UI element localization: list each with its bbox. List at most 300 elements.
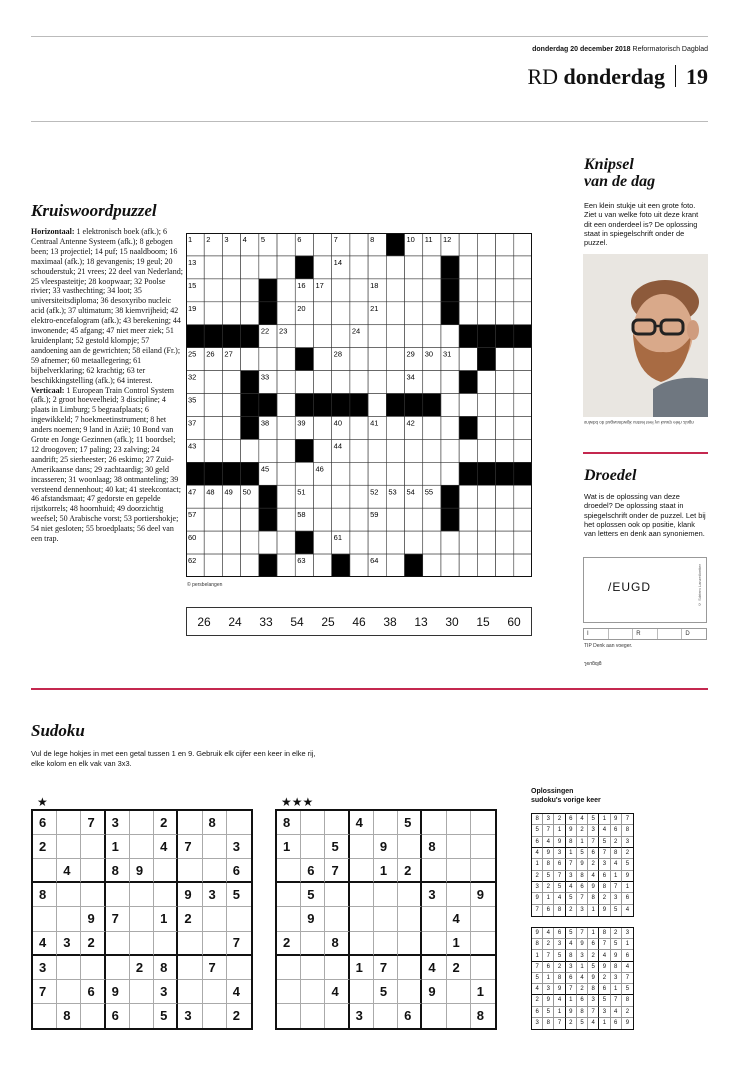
- sudoku-cell[interactable]: 4: [422, 956, 446, 980]
- crossword-cell[interactable]: [514, 416, 532, 439]
- sudoku-cell[interactable]: 4: [227, 980, 251, 1004]
- crossword-cell[interactable]: [222, 371, 240, 394]
- crossword-cell[interactable]: [332, 508, 350, 531]
- crossword-cell[interactable]: [459, 256, 477, 279]
- crossword-cell[interactable]: [204, 279, 222, 302]
- sudoku-cell[interactable]: 6: [398, 1004, 422, 1028]
- answer-box[interactable]: [609, 629, 634, 639]
- sudoku-cell[interactable]: 1: [350, 956, 374, 980]
- sudoku-cell[interactable]: [398, 980, 422, 1004]
- crossword-cell[interactable]: [423, 462, 441, 485]
- crossword-cell[interactable]: [405, 531, 423, 554]
- sudoku-cell[interactable]: [447, 883, 471, 907]
- sudoku-cell[interactable]: 8: [203, 811, 227, 835]
- crossword-cell[interactable]: [368, 439, 386, 462]
- crossword-cell[interactable]: [423, 325, 441, 348]
- crossword-cell[interactable]: [222, 531, 240, 554]
- sudoku-cell[interactable]: [350, 907, 374, 931]
- crossword-cell[interactable]: [332, 279, 350, 302]
- crossword-cell[interactable]: [277, 233, 295, 256]
- sudoku-hard-grid[interactable]: [275, 809, 497, 1030]
- sudoku-cell[interactable]: 8: [476, 1008, 484, 1024]
- sudoku-cell[interactable]: 6: [106, 1004, 130, 1028]
- crossword-cell[interactable]: [350, 348, 368, 371]
- sudoku-cell[interactable]: 8: [154, 956, 178, 980]
- crossword-cell[interactable]: [441, 416, 459, 439]
- crossword-cell[interactable]: [222, 508, 240, 531]
- answer-box[interactable]: [658, 629, 683, 639]
- sudoku-cell[interactable]: [227, 811, 251, 835]
- crossword-cell[interactable]: [204, 256, 222, 279]
- sudoku-cell[interactable]: 1: [447, 932, 471, 956]
- crossword-cell[interactable]: [405, 508, 423, 531]
- crossword-cell[interactable]: [477, 371, 495, 394]
- answer-box[interactable]: R: [633, 629, 658, 639]
- sudoku-cell[interactable]: [471, 859, 495, 883]
- sudoku-cell[interactable]: 7: [106, 907, 130, 931]
- sudoku-cell[interactable]: [325, 811, 349, 835]
- crossword-cell[interactable]: [350, 416, 368, 439]
- crossword-cell[interactable]: [459, 394, 477, 417]
- crossword-cell[interactable]: [241, 279, 259, 302]
- sudoku-cell[interactable]: [130, 835, 154, 859]
- crossword-cell[interactable]: [441, 531, 459, 554]
- crossword-cell[interactable]: [514, 233, 532, 256]
- sudoku-cell[interactable]: 4: [57, 859, 81, 883]
- sudoku-cell[interactable]: 9: [106, 980, 130, 1004]
- crossword-cell[interactable]: [259, 348, 277, 371]
- crossword-cell[interactable]: [222, 554, 240, 577]
- sudoku-cell[interactable]: [277, 883, 301, 907]
- crossword-cell[interactable]: [386, 302, 404, 325]
- crossword-cell[interactable]: [204, 302, 222, 325]
- crossword-cell[interactable]: [277, 508, 295, 531]
- crossword-cell[interactable]: [277, 531, 295, 554]
- crossword-cell[interactable]: [313, 371, 331, 394]
- sudoku-cell[interactable]: [57, 980, 81, 1004]
- sudoku-cell[interactable]: [178, 811, 202, 835]
- sudoku-cell[interactable]: 2: [154, 811, 178, 835]
- crossword-cell[interactable]: [514, 371, 532, 394]
- sudoku-cell[interactable]: [130, 932, 154, 956]
- sudoku-cell[interactable]: [57, 811, 81, 835]
- sudoku-cell[interactable]: 3: [227, 835, 251, 859]
- crossword-cell[interactable]: [259, 439, 277, 462]
- sudoku-cell[interactable]: 8: [33, 883, 57, 907]
- sudoku-cell[interactable]: [57, 907, 81, 931]
- sudoku-cell[interactable]: [178, 859, 202, 883]
- crossword-cell[interactable]: [277, 416, 295, 439]
- crossword-cell[interactable]: [496, 531, 514, 554]
- crossword-cell[interactable]: [313, 325, 331, 348]
- crossword-cell[interactable]: [295, 462, 313, 485]
- crossword-cell[interactable]: [259, 256, 277, 279]
- sudoku-cell[interactable]: [33, 907, 57, 931]
- sudoku-cell[interactable]: [81, 956, 105, 980]
- sudoku-cell[interactable]: [301, 1004, 325, 1028]
- crossword-cell[interactable]: [259, 531, 277, 554]
- crossword-cell[interactable]: [459, 439, 477, 462]
- sudoku-cell[interactable]: 4: [33, 932, 57, 956]
- crossword-cell[interactable]: [241, 302, 259, 325]
- crossword-cell[interactable]: [204, 439, 222, 462]
- crossword-cell[interactable]: [477, 554, 495, 577]
- sudoku-cell[interactable]: [325, 1004, 349, 1028]
- crossword-cell[interactable]: [496, 439, 514, 462]
- crossword-cell[interactable]: [350, 439, 368, 462]
- sudoku-cell[interactable]: 2: [447, 956, 471, 980]
- sudoku-cell[interactable]: 4: [154, 835, 178, 859]
- sudoku-cell[interactable]: [203, 859, 227, 883]
- sudoku-cell[interactable]: 3: [422, 883, 446, 907]
- sudoku-cell[interactable]: [374, 1004, 398, 1028]
- sudoku-cell[interactable]: [422, 859, 446, 883]
- sudoku-cell[interactable]: [301, 932, 325, 956]
- crossword-cell[interactable]: [277, 439, 295, 462]
- crossword-cell[interactable]: [204, 554, 222, 577]
- crossword-cell[interactable]: [514, 302, 532, 325]
- sudoku-cell[interactable]: 9: [178, 883, 202, 907]
- sudoku-cell[interactable]: 8: [277, 811, 301, 835]
- crossword-cell[interactable]: [514, 485, 532, 508]
- sudoku-cell[interactable]: [81, 1004, 105, 1028]
- sudoku-cell[interactable]: 2: [232, 1008, 240, 1024]
- crossword-cell[interactable]: [241, 554, 259, 577]
- crossword-cell[interactable]: [277, 485, 295, 508]
- crossword-cell[interactable]: [423, 554, 441, 577]
- sudoku-cell[interactable]: 4: [325, 980, 349, 1004]
- sudoku-cell[interactable]: 8: [106, 859, 130, 883]
- crossword-cell[interactable]: [477, 394, 495, 417]
- crossword-cell[interactable]: [350, 279, 368, 302]
- sudoku-cell[interactable]: [203, 907, 227, 931]
- crossword-cell[interactable]: [386, 439, 404, 462]
- crossword-cell[interactable]: [241, 348, 259, 371]
- sudoku-cell[interactable]: 8: [422, 835, 446, 859]
- sudoku-cell[interactable]: 5: [301, 883, 325, 907]
- sudoku-cell[interactable]: 5: [227, 883, 251, 907]
- sudoku-cell[interactable]: [277, 956, 301, 980]
- sudoku-cell[interactable]: [374, 883, 398, 907]
- sudoku-cell[interactable]: 3: [33, 956, 57, 980]
- crossword-cell[interactable]: [477, 416, 495, 439]
- crossword-cell[interactable]: [368, 256, 386, 279]
- crossword-solution-row[interactable]: [186, 607, 532, 636]
- sudoku-cell[interactable]: 1: [154, 907, 178, 931]
- crossword-cell[interactable]: [477, 279, 495, 302]
- sudoku-cell[interactable]: [301, 956, 325, 980]
- sudoku-cell[interactable]: [130, 907, 154, 931]
- sudoku-cell[interactable]: [447, 859, 471, 883]
- sudoku-cell[interactable]: 7: [33, 980, 57, 1004]
- sudoku-cell[interactable]: [277, 980, 301, 1004]
- sudoku-cell[interactable]: [447, 811, 471, 835]
- crossword-cell[interactable]: [386, 325, 404, 348]
- crossword-cell[interactable]: [204, 508, 222, 531]
- sudoku-cell[interactable]: [422, 1004, 446, 1028]
- crossword-cell[interactable]: [496, 394, 514, 417]
- crossword-cell[interactable]: [368, 394, 386, 417]
- crossword-cell[interactable]: [423, 508, 441, 531]
- sudoku-cell[interactable]: [106, 932, 130, 956]
- sudoku-cell[interactable]: [57, 883, 81, 907]
- crossword-cell[interactable]: [204, 416, 222, 439]
- sudoku-cell[interactable]: [57, 835, 81, 859]
- crossword-cell[interactable]: [350, 508, 368, 531]
- crossword-cell[interactable]: [386, 279, 404, 302]
- crossword-cell[interactable]: [277, 279, 295, 302]
- sudoku-cell[interactable]: 6: [301, 859, 325, 883]
- crossword-cell[interactable]: [386, 531, 404, 554]
- sudoku-cell[interactable]: 2: [33, 835, 57, 859]
- crossword-cell[interactable]: [423, 302, 441, 325]
- sudoku-cell[interactable]: 7: [374, 956, 398, 980]
- sudoku-cell[interactable]: 7: [178, 835, 202, 859]
- crossword-cell[interactable]: [477, 256, 495, 279]
- sudoku-cell[interactable]: [130, 1004, 154, 1028]
- crossword-cell[interactable]: [459, 508, 477, 531]
- crossword-cell[interactable]: [477, 531, 495, 554]
- crossword-cell[interactable]: [241, 508, 259, 531]
- droedel-answer-boxes[interactable]: [583, 628, 707, 640]
- sudoku-cell[interactable]: [33, 859, 57, 883]
- crossword-cell[interactable]: [477, 439, 495, 462]
- sudoku-cell[interactable]: 5: [325, 835, 349, 859]
- crossword-cell[interactable]: [222, 416, 240, 439]
- sudoku-cell[interactable]: [398, 835, 422, 859]
- sudoku-cell[interactable]: [471, 811, 495, 835]
- crossword-cell[interactable]: [496, 279, 514, 302]
- sudoku-cell[interactable]: [203, 835, 227, 859]
- crossword-cell[interactable]: [496, 554, 514, 577]
- crossword-cell[interactable]: [204, 371, 222, 394]
- crossword-cell[interactable]: [386, 348, 404, 371]
- sudoku-cell[interactable]: [447, 1004, 471, 1028]
- sudoku-cell[interactable]: 8: [57, 1004, 81, 1028]
- sudoku-cell[interactable]: [81, 859, 105, 883]
- sudoku-cell[interactable]: 2: [277, 932, 301, 956]
- crossword-cell[interactable]: [332, 302, 350, 325]
- sudoku-cell[interactable]: 9: [422, 980, 446, 1004]
- crossword-cell[interactable]: [332, 485, 350, 508]
- crossword-cell[interactable]: [350, 256, 368, 279]
- crossword-cell[interactable]: [423, 371, 441, 394]
- crossword-cell[interactable]: [277, 348, 295, 371]
- crossword-cell[interactable]: [514, 508, 532, 531]
- crossword-cell[interactable]: [423, 439, 441, 462]
- sudoku-cell[interactable]: 9: [130, 859, 154, 883]
- sudoku-cell[interactable]: 4: [447, 907, 471, 931]
- crossword-cell[interactable]: [496, 233, 514, 256]
- sudoku-cell[interactable]: [178, 956, 202, 980]
- crossword-cell[interactable]: [368, 348, 386, 371]
- crossword-cell[interactable]: [405, 256, 423, 279]
- sudoku-cell[interactable]: [277, 1004, 301, 1028]
- crossword-cell[interactable]: [514, 554, 532, 577]
- crossword-cell[interactable]: [368, 531, 386, 554]
- crossword-cell[interactable]: [405, 325, 423, 348]
- sudoku-cell[interactable]: 8: [325, 932, 349, 956]
- crossword-cell[interactable]: [313, 416, 331, 439]
- crossword-cell[interactable]: [477, 485, 495, 508]
- crossword-cell[interactable]: [350, 462, 368, 485]
- crossword-cell[interactable]: [423, 531, 441, 554]
- sudoku-cell[interactable]: 3: [57, 932, 81, 956]
- sudoku-cell[interactable]: [398, 883, 422, 907]
- sudoku-cell[interactable]: [227, 907, 251, 931]
- crossword-cell[interactable]: [204, 531, 222, 554]
- sudoku-cell[interactable]: 1: [106, 835, 130, 859]
- sudoku-cell[interactable]: [350, 980, 374, 1004]
- sudoku-cell[interactable]: [350, 883, 374, 907]
- crossword-cell[interactable]: [459, 485, 477, 508]
- sudoku-cell[interactable]: 3: [106, 811, 130, 835]
- sudoku-cell[interactable]: 9: [81, 907, 105, 931]
- crossword-cell[interactable]: [423, 416, 441, 439]
- crossword-cell[interactable]: [222, 256, 240, 279]
- sudoku-cell[interactable]: [154, 932, 178, 956]
- sudoku-easy-grid[interactable]: [31, 809, 253, 1030]
- crossword-cell[interactable]: [477, 508, 495, 531]
- sudoku-cell[interactable]: 2: [81, 932, 105, 956]
- crossword-cell[interactable]: [332, 462, 350, 485]
- crossword-cell[interactable]: [313, 531, 331, 554]
- answer-box[interactable]: D: [685, 631, 690, 637]
- sudoku-cell[interactable]: [447, 980, 471, 1004]
- crossword-cell[interactable]: [204, 394, 222, 417]
- crossword-cell[interactable]: [496, 416, 514, 439]
- sudoku-cell[interactable]: 1: [374, 859, 398, 883]
- crossword-cell[interactable]: [222, 439, 240, 462]
- crossword-cell[interactable]: [405, 439, 423, 462]
- sudoku-cell[interactable]: [130, 980, 154, 1004]
- crossword-cell[interactable]: [313, 348, 331, 371]
- crossword-cell[interactable]: [405, 302, 423, 325]
- crossword-cell[interactable]: [350, 485, 368, 508]
- sudoku-cell[interactable]: [422, 907, 446, 931]
- sudoku-cell[interactable]: 2: [178, 907, 202, 931]
- crossword-cell[interactable]: [241, 256, 259, 279]
- sudoku-cell[interactable]: [471, 835, 495, 859]
- crossword-cell[interactable]: [441, 554, 459, 577]
- sudoku-cell[interactable]: [350, 932, 374, 956]
- sudoku-cell[interactable]: 7: [227, 932, 251, 956]
- crossword-cell[interactable]: [332, 371, 350, 394]
- crossword-cell[interactable]: [496, 348, 514, 371]
- answer-box[interactable]: I: [584, 629, 609, 639]
- crossword-cell[interactable]: [496, 508, 514, 531]
- crossword-cell[interactable]: [313, 508, 331, 531]
- sudoku-cell[interactable]: [422, 932, 446, 956]
- sudoku-cell[interactable]: 9: [471, 883, 495, 907]
- sudoku-cell[interactable]: 7: [203, 956, 227, 980]
- sudoku-cell[interactable]: [178, 980, 202, 1004]
- crossword-cell[interactable]: [368, 462, 386, 485]
- crossword-cell[interactable]: [222, 394, 240, 417]
- crossword-cell[interactable]: [405, 279, 423, 302]
- sudoku-cell[interactable]: 7: [325, 859, 349, 883]
- crossword-cell[interactable]: [386, 371, 404, 394]
- sudoku-cell[interactable]: 5: [398, 811, 422, 835]
- crossword-cell[interactable]: [459, 348, 477, 371]
- crossword-cell[interactable]: [350, 531, 368, 554]
- sudoku-cell[interactable]: [422, 811, 446, 835]
- crossword-cell[interactable]: [295, 325, 313, 348]
- sudoku-cell[interactable]: [325, 883, 349, 907]
- sudoku-cell[interactable]: [301, 980, 325, 1004]
- sudoku-cell[interactable]: [374, 907, 398, 931]
- crossword-cell[interactable]: [459, 531, 477, 554]
- crossword-cell[interactable]: [241, 531, 259, 554]
- sudoku-cell[interactable]: [106, 883, 130, 907]
- sudoku-cell[interactable]: [471, 932, 495, 956]
- crossword-cell[interactable]: [496, 302, 514, 325]
- crossword-cell[interactable]: [459, 279, 477, 302]
- crossword-cell[interactable]: [277, 554, 295, 577]
- sudoku-cell[interactable]: [325, 907, 349, 931]
- crossword-cell[interactable]: [441, 394, 459, 417]
- sudoku-cell[interactable]: [227, 956, 251, 980]
- crossword-cell[interactable]: [514, 279, 532, 302]
- crossword-cell[interactable]: [222, 302, 240, 325]
- crossword-cell[interactable]: [350, 554, 368, 577]
- crossword-cell[interactable]: [441, 439, 459, 462]
- crossword-cell[interactable]: [477, 233, 495, 256]
- sudoku-cell[interactable]: [81, 835, 105, 859]
- sudoku-cell[interactable]: 9: [374, 835, 398, 859]
- crossword-cell[interactable]: [423, 279, 441, 302]
- crossword-cell[interactable]: [441, 462, 459, 485]
- crossword-cell[interactable]: [222, 279, 240, 302]
- crossword-cell[interactable]: [277, 394, 295, 417]
- crossword-cell[interactable]: [332, 325, 350, 348]
- sudoku-cell[interactable]: 5: [374, 980, 398, 1004]
- sudoku-cell[interactable]: [203, 1004, 227, 1028]
- sudoku-cell[interactable]: [154, 883, 178, 907]
- crossword-cell[interactable]: [350, 233, 368, 256]
- crossword-cell[interactable]: [350, 371, 368, 394]
- sudoku-cell[interactable]: [447, 835, 471, 859]
- crossword-cell[interactable]: [386, 508, 404, 531]
- crossword-cell[interactable]: [313, 256, 331, 279]
- sudoku-cell[interactable]: [325, 956, 349, 980]
- sudoku-cell[interactable]: [178, 932, 202, 956]
- crossword-cell[interactable]: [313, 233, 331, 256]
- sudoku-cell[interactable]: [277, 859, 301, 883]
- sudoku-cell[interactable]: [154, 859, 178, 883]
- crossword-cell[interactable]: [386, 462, 404, 485]
- sudoku-cell[interactable]: [374, 932, 398, 956]
- sudoku-cell[interactable]: 3: [350, 1004, 374, 1028]
- crossword-cell[interactable]: [423, 256, 441, 279]
- crossword-cell[interactable]: [405, 462, 423, 485]
- sudoku-cell[interactable]: 3: [203, 883, 227, 907]
- crossword-grid[interactable]: [186, 233, 532, 577]
- sudoku-cell[interactable]: [398, 956, 422, 980]
- sudoku-cell[interactable]: [81, 883, 105, 907]
- crossword-cell[interactable]: [241, 439, 259, 462]
- crossword-cell[interactable]: [477, 302, 495, 325]
- sudoku-cell[interactable]: 3: [154, 980, 178, 1004]
- sudoku-cell[interactable]: [57, 956, 81, 980]
- sudoku-cell[interactable]: 2: [398, 859, 422, 883]
- sudoku-cell[interactable]: [203, 932, 227, 956]
- crossword-cell[interactable]: [313, 485, 331, 508]
- sudoku-cell[interactable]: 2: [130, 956, 154, 980]
- sudoku-cell[interactable]: 9: [301, 907, 325, 931]
- crossword-cell[interactable]: [368, 371, 386, 394]
- sudoku-cell[interactable]: 4: [350, 811, 374, 835]
